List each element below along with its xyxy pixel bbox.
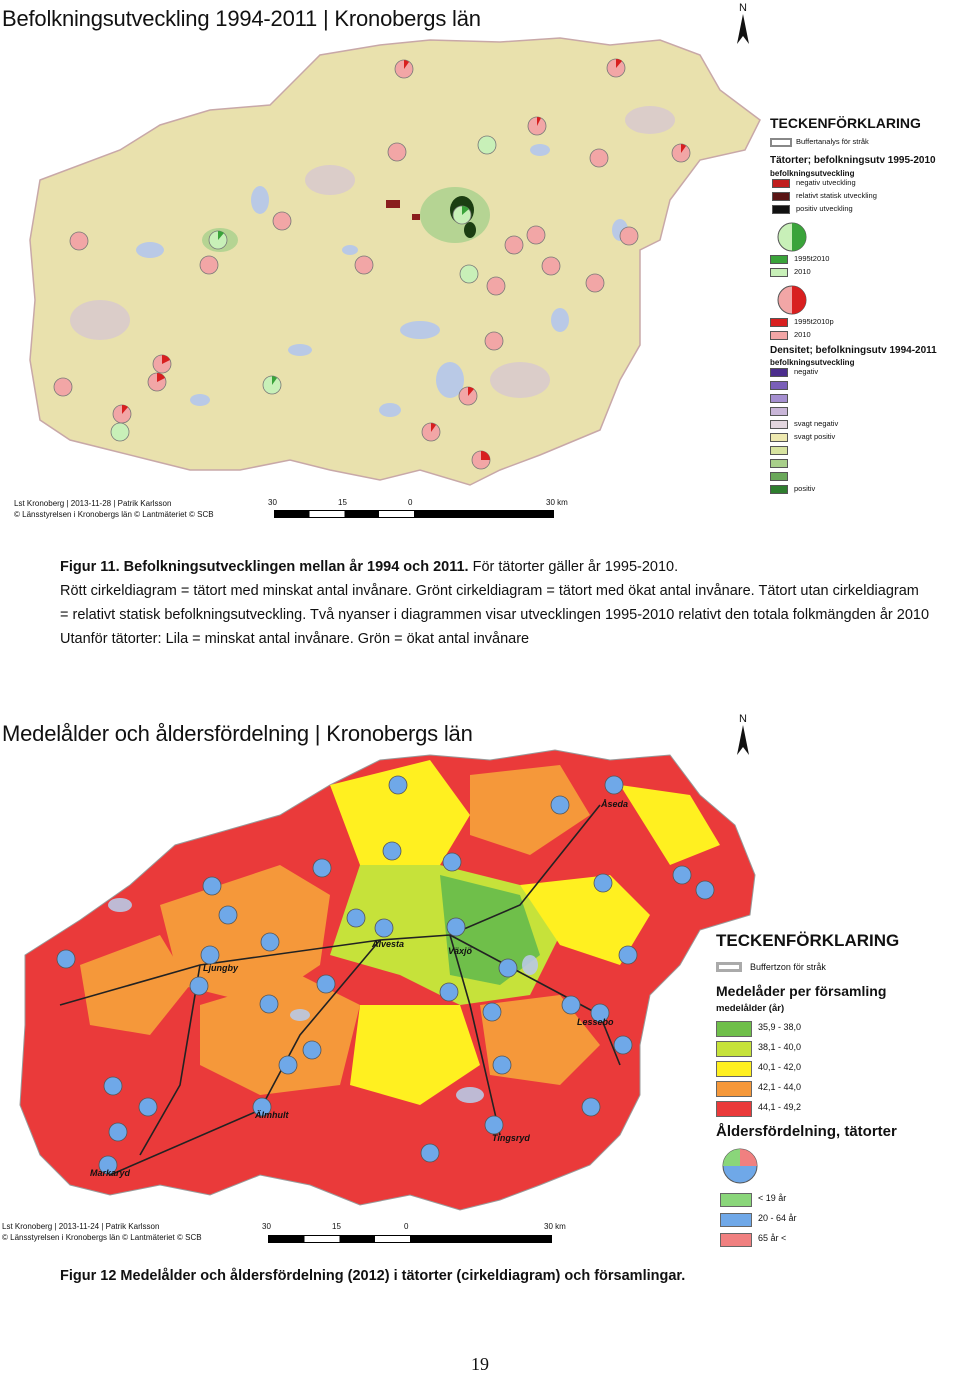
legend-positive: positiv utveckling bbox=[772, 204, 960, 217]
map2-legend bbox=[716, 931, 956, 1250]
population-map bbox=[0, 0, 960, 530]
legend-red-pie bbox=[774, 283, 814, 317]
legend-negative: negativ utveckling bbox=[772, 178, 960, 191]
legend-title: TECKENFÖRKLARING bbox=[716, 931, 900, 950]
map1-legend bbox=[770, 115, 960, 497]
place-label-markaryd: Markaryd bbox=[90, 1168, 131, 1178]
legend-section1: Medelåder per församling bbox=[716, 983, 887, 999]
map1-credits: Lst Kronoberg | 2013-11-28 | Patrik Karlsson © Länsstyrelsen i Kronobergs län © Lantmäteriet © SCB bbox=[14, 499, 214, 519]
figure-12-caption: Figur 12 Medelålder och åldersfördelning (2012) i tätorter (cirkeldiagram) och församlingar. bbox=[60, 1268, 686, 1284]
legend-section1: Tätorter; befolkningsutv 1995-2010 bbox=[770, 155, 936, 166]
age-map bbox=[0, 705, 960, 1250]
legend-section2-sub: befolkningsutveckling bbox=[770, 358, 855, 367]
place-label-vaxjo: Växjö bbox=[448, 946, 473, 956]
density-row bbox=[770, 393, 960, 406]
legend-age-pie bbox=[720, 1146, 764, 1186]
age-class-row: 42,1 - 44,0 bbox=[716, 1079, 956, 1099]
county-area bbox=[30, 38, 760, 485]
density-row: negativ bbox=[770, 367, 960, 380]
page-number: 19 bbox=[471, 1354, 489, 1374]
density-row bbox=[770, 471, 960, 484]
map-title: Befolkningsutveckling 1994-2011 | Kronobergs län bbox=[2, 6, 481, 31]
figure-11-caption bbox=[60, 555, 930, 651]
north-label: N bbox=[739, 713, 747, 725]
density-row bbox=[770, 445, 960, 458]
north-label: N bbox=[739, 2, 747, 14]
place-label-alvesta: Alvesta bbox=[372, 939, 405, 949]
map2-credits: Lst Kronoberg | 2013-11-24 | Patrik Karlsson © Länsstyrelsen i Kronobergs län © Lantmäteriet © SCB bbox=[2, 1222, 202, 1242]
caption-rest: För tätorter gäller år 1995-2010. bbox=[468, 559, 679, 575]
legend-section2: Åldersfördelning, tätorter bbox=[716, 1123, 897, 1140]
map2-scale-bar: 30 15 0 30 km bbox=[262, 1222, 572, 1246]
legend-section2: Densitet; befolkningsutv 1994-2011 bbox=[770, 345, 937, 356]
age-class-row: 35,9 - 38,0 bbox=[716, 1019, 956, 1039]
legend-red-2: 2010 bbox=[770, 330, 960, 343]
caption-bold: Figur 11. Befolkningsutvecklingen mellan år 1994 och 2011. bbox=[60, 559, 469, 575]
place-label-lessebo: Lessebo bbox=[577, 1017, 614, 1027]
density-row: positiv bbox=[770, 484, 960, 497]
age-class-row: 40,1 - 42,0 bbox=[716, 1059, 956, 1079]
legend-static: relativt statisk utveckling bbox=[772, 191, 960, 204]
legend-red-1: 1995t2010p bbox=[770, 317, 960, 330]
density-row bbox=[770, 380, 960, 393]
map-title: Medelålder och åldersfördelning | Kronobergs län bbox=[2, 721, 473, 746]
place-label-almhult: Älmhult bbox=[255, 1110, 289, 1120]
age-group-row: 65 år < bbox=[716, 1230, 956, 1250]
legend-section1-sub: medelålder (år) bbox=[716, 1003, 785, 1014]
legend-title: TECKENFÖRKLARING bbox=[770, 115, 921, 131]
legend-green-1: 1995t2010 bbox=[770, 254, 960, 267]
legend-buffer: Buffertzon för stråk bbox=[716, 961, 956, 977]
legend-buffer: Buffertanalys för stråk bbox=[770, 137, 960, 151]
density-row bbox=[770, 406, 960, 419]
caption-line3: Utanför tätorter: Lila = minskat antal invånare. Grön = ökat antal invånare bbox=[60, 631, 530, 647]
density-row bbox=[770, 458, 960, 471]
density-row: svagt positiv bbox=[770, 432, 960, 445]
caption-line2: Rött cirkeldiagram = tätort med minskat antal invånare. Grönt cirkeldiagram = tätort med ökat antal invånare. Tätort utan cirkeldiagram = relativt statisk befolkningsutveckling. Två nyanser i diagrammen visar utvecklingen 1995-2010 relativt den totala folkmängden år 2010 bbox=[60, 583, 930, 623]
place-label-ljungby: Ljungby bbox=[203, 963, 238, 973]
place-label-aseda: Åseda bbox=[601, 799, 629, 809]
legend-section1-sub: befolkningsutveckling bbox=[770, 169, 855, 178]
age-class-row: 44,1 - 49,2 bbox=[716, 1099, 956, 1119]
place-label-tingsryd: Tingsryd bbox=[492, 1133, 530, 1143]
map1-scale-bar: 30 15 0 30 km bbox=[268, 498, 568, 522]
legend-green-2: 2010 bbox=[770, 267, 960, 280]
age-group-row: < 19 år bbox=[716, 1190, 956, 1210]
age-class-row: 38,1 - 40,0 bbox=[716, 1039, 956, 1059]
age-group-row: 20 - 64 år bbox=[716, 1210, 956, 1230]
legend-green-pie bbox=[774, 220, 814, 254]
density-row: svagt negativ bbox=[770, 419, 960, 432]
